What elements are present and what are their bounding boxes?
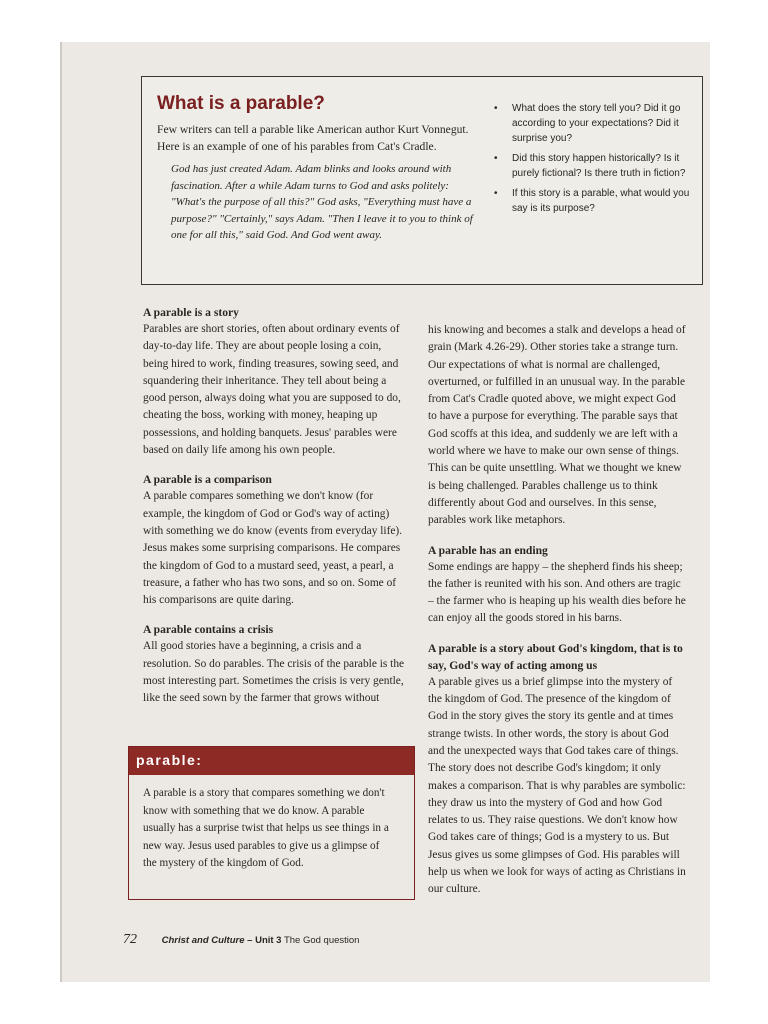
definition-term: parable: bbox=[136, 752, 203, 768]
section-body: his knowing and becomes a stalk and develops a head of grain (Mark 4.26-29). Other stories take a strange turn. Our expectations of what is normal are challenged, overturned, or fulfilled in an unusual way. In the parable from Cat's Cradle quoted above, we might expect God to have a purpose for everything. The parable says that God scoffs at this idea, and suddenly we are left with a world where we have to make our own sense of things. This can be quite unsettling. What we thought we knew is being challenged. Parables challenge us to think differently about God and ourselves. In this sense, parables work like metaphors. bbox=[428, 324, 686, 527]
bullet-icon: • bbox=[494, 153, 498, 164]
section-heading: A parable is a story bbox=[143, 306, 239, 319]
section-body: A parable gives us a brief glimpse into the mystery of the kingdom of God. The presence of the kingdom of God in the story gives the story its gentle and at times strange twists. In other words, the story is about God and the unexpected ways that God takes care of things. The story does not describe God's kingdom; it only makes a comparison. That is why parables are symbolic: they draw us into the mystery of God and how God relates to us. They raise questions. We don't know how God takes care of things; God is a mystery to us. But Jesus gives us some glimpses of God. His parables will help us when we look for ways of acting as Christians in our culture. bbox=[428, 675, 686, 896]
section-heading: A parable has an ending bbox=[428, 543, 548, 557]
question-item bbox=[494, 186, 694, 216]
section-body: Parables are short stories, often about ordinary events of day-to-day life. They are about people losing a coin, being hired to work, finding treasures, sowing seed, and squandering their inheritance. They tell about being a good person, always doing what you are supposed to do, cheating the boss, working with money, heaping up possessions, and holding banquets. Jesus' parables were based on daily life among his own people. bbox=[143, 323, 401, 457]
intro-text: Few writers can tell a parable like American author Kurt Vonnegut. Here is an example of one of his parables from Cat's Cradle. bbox=[157, 123, 469, 153]
intro-quote: God has just created Adam. Adam blinks and looks around with fascination. After a while Adam turns to God and asks politely: "What's the purpose of all this?" God asks, "Everything must have a purpose?" "Certainly," says Adam. "Then I leave it to you to think of one for all this," said God. And God went away. bbox=[171, 163, 473, 241]
section-heading: A parable is a comparison bbox=[143, 473, 272, 487]
right-column bbox=[428, 322, 686, 911]
unit-label: – Unit 3 bbox=[247, 935, 282, 946]
section-heading: A parable is a story about God's kingdom, that is to say, God's way of acting among us bbox=[428, 641, 683, 672]
page-footer bbox=[123, 932, 483, 948]
question-item bbox=[494, 151, 694, 181]
definition-box bbox=[128, 746, 415, 900]
definition-text: A parable is a story that compares something we don't know with something that we do know. A parable usually has a surprise twist that helps us see things in a new way. Jesus used parables to give us a glimpse of the mystery of the kingdom of God. bbox=[143, 787, 389, 869]
definition-header bbox=[129, 747, 414, 775]
question-list bbox=[494, 101, 694, 221]
section-body: A parable compares something we don't know (for example, the kingdom of God or God's way of acting) with something we do know (events from everyday life). Jesus makes some surprising comparisons. He compares the kingdom of God to a mustard seed, yeast, a pearl, a treasure, a father who has two sons, and so on. Some of his comparisons are quite daring. bbox=[143, 490, 403, 607]
intro-box bbox=[141, 76, 703, 285]
left-column bbox=[143, 304, 409, 720]
question-text: If this story is a parable, what would you say is its purpose? bbox=[512, 188, 690, 214]
section-body: All good stories have a beginning, a crisis and a resolution. So do parables. The crisis of the parable is the most interesting part. Sometimes the crisis is very gentle, like the seed sown by the farmer that grows without bbox=[143, 640, 405, 705]
question-text: What does the story tell you? Did it go according to your expectations? Did it surprise you? bbox=[512, 103, 681, 144]
question-text: Did this story happen historically? Is it purely fictional? Is there truth in fiction? bbox=[512, 153, 686, 179]
question-item bbox=[494, 101, 694, 146]
book-title: Christ and Culture bbox=[161, 935, 245, 946]
page-number: 72 bbox=[123, 932, 137, 947]
section-heading: A parable contains a crisis bbox=[143, 623, 274, 637]
chapter-title: The God question bbox=[283, 935, 360, 946]
bullet-icon: • bbox=[494, 188, 498, 199]
bullet-icon: • bbox=[494, 103, 498, 114]
intro-title: What is a parable? bbox=[157, 93, 325, 114]
section-body: Some endings are happy – the shepherd finds his sheep; the father is reunited with his son. And others are tragic – the farmer who is heaping up his wealth dies before he can enjoy all the goods stored in his barns. bbox=[428, 560, 686, 625]
